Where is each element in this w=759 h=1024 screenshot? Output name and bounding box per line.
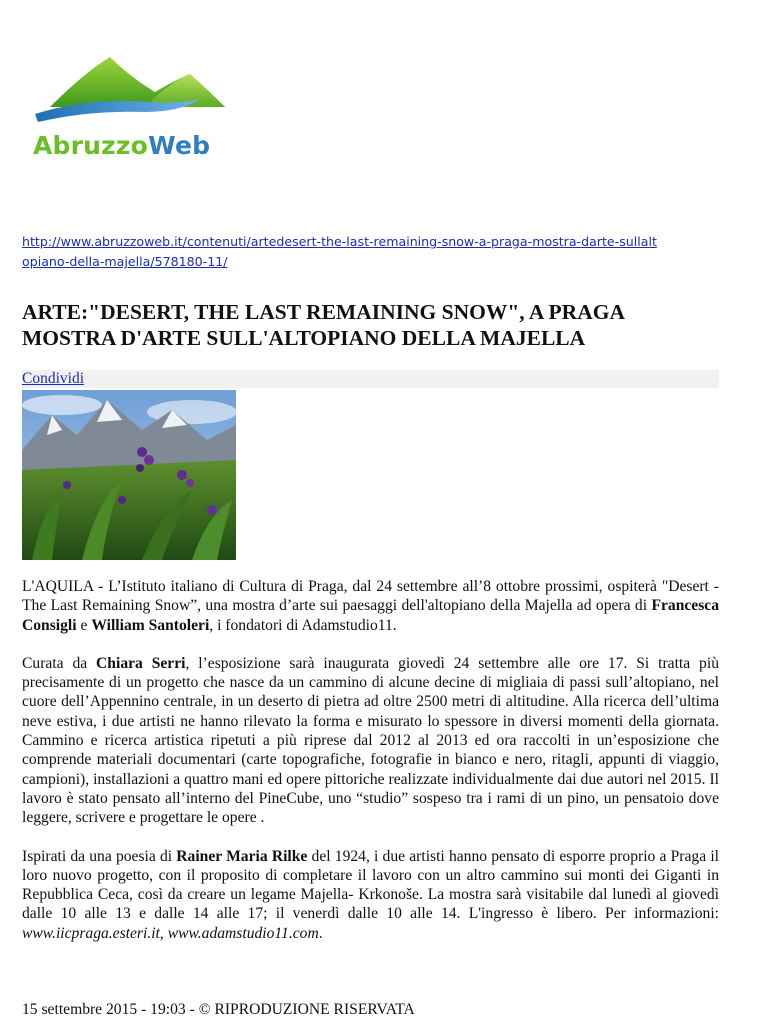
p3-end: . [318, 924, 323, 942]
p1-text-c: , i fondatori di Adamstudio11. [209, 616, 397, 634]
article-title [22, 299, 722, 351]
source-url-link[interactable]: http://www.abruzzoweb.it/contenuti/artedesert-the-last-remaining-snow-a-praga-mostra-darte-sullaltopiano-della-majella/578180-11/ [22, 234, 657, 269]
mountain-flowers-image [22, 390, 236, 560]
p1-text-b: e [76, 616, 92, 634]
article-title-line2: MOSTRA D'ARTE SULL'ALTOPIANO DELLA MAJELLA [22, 326, 586, 350]
share-link[interactable]: Condividi [22, 370, 85, 387]
poet-name: Rainer Maria Rilke [176, 847, 308, 865]
iicpraga-link[interactable]: www.iicpraga.esteri.it [22, 924, 160, 942]
article-paragraph-3 [22, 847, 719, 943]
article-title-line1: ARTE:"DESERT, THE LAST REMAINING SNOW", A PRAGA [22, 300, 625, 324]
share-bar [22, 370, 719, 388]
article-body [22, 577, 719, 962]
article-paragraph-2 [22, 654, 719, 828]
article-paragraph-1 [22, 577, 719, 635]
logo-wordmark [33, 131, 210, 160]
p1-text-a: L'AQUILA - L’Istituto italiano di Cultura di Praga, dal 24 settembre all’8 ottobre prossimi, ospiterà "Desert - The Last Remaining Snow”, una mostra d’arte sui paesaggi dell'altopiano della Majella ad opera di [22, 578, 719, 615]
logo-text-abruzzo: Abruzzo [33, 131, 149, 160]
p2-text-a: Curata da [22, 654, 97, 672]
article-footer: 15 settembre 2015 - 19:03 - © RIPRODUZIONE RISERVATA [22, 1001, 415, 1018]
p3-separator: , [159, 924, 168, 942]
author-name-1: Francesca Consigli [22, 597, 719, 634]
p3-text-a: Ispirati da una poesia di [22, 847, 177, 865]
p3-text-b: del 1924, i due artisti hanno pensato di esporre proprio a Praga il loro nuovo progetto, con il proposito di completare il lavoro con un altro cammino sui monti dei Giganti in Repubblica Ceca, così da creare un legame Majella- Krkonoše. La mostra sarà visitabile dal lunedì al giovedì dalle 10 alle 13 e dalle 14 alle 17; il venerdì dalle 10 alle 14. L'ingresso è libero. Per informazioni: [22, 847, 719, 923]
logo-text-web: Web [148, 131, 211, 160]
adamstudio-link[interactable]: www.adamstudio11.com [167, 924, 319, 942]
author-name-2: William Santoleri [91, 616, 210, 634]
curator-name: Chiara Serri [96, 654, 186, 672]
article-photo [22, 390, 236, 560]
p2-text-b: , l’esposizione sarà inaugurata giovedì 24 settembre alle ore 17. Si tratta più precisamente di un progetto che nasce da un cammino di alcune decine di migliaia di passi sull’altopiano, nel cuore dell’Appennino centrale, in un deserto di pietra ad oltre 2500 metri di altitudine. Alla ricerca dell’ultima neve estiva, i due artisti ne hanno rilevato la forma e misurato lo spessore in diversi momenti della giornata. Cammino e ricerca artistica ripetuti a più riprese dal 2012 al 2013 ed ora raccolti in un’esposizione che comprende materiali documentari (carte topografiche, fotografie in bianco e nero, ritagli, appunti di viaggio, campioni), installazioni a quattro mani ed opere pittoriche realizzate individualmente dai due autori nel 2015. Il lavoro è stato pensato all’interno del PineCube, uno “studio” sospeso tra i rami di un pino, un pensatoio dove leggere, scrivere e progettare le opere . [22, 654, 719, 827]
